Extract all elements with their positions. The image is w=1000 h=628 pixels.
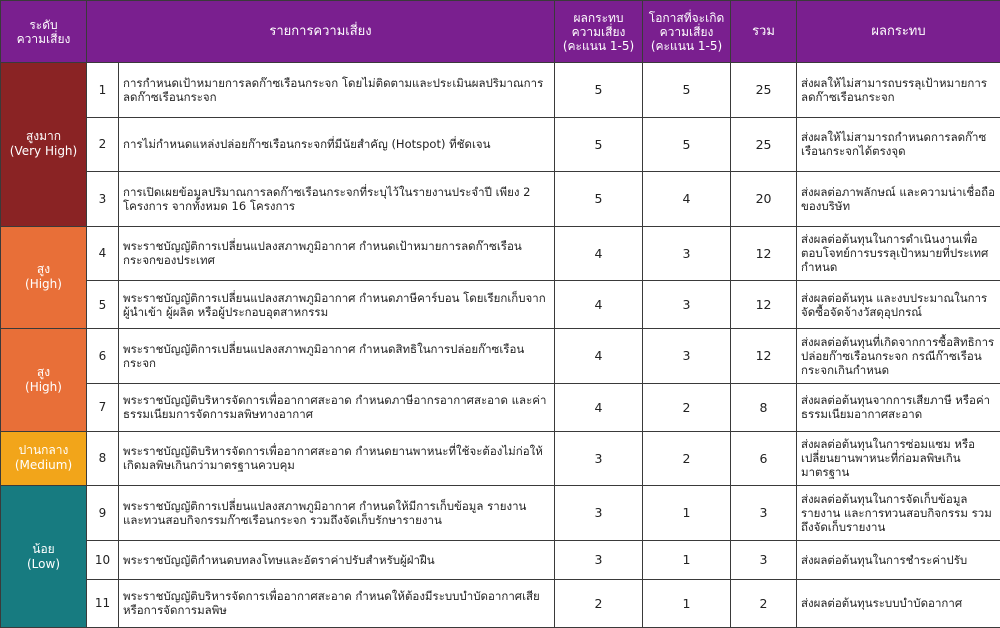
likelihood-score: 5	[643, 117, 731, 172]
header-total: รวม	[731, 1, 797, 63]
risk-row	[1, 486, 1000, 541]
risk-item: พระราชบัญญัติกำหนดบทลงโทษและอัตราค่าปรับสำหรับผู้ฝ่าฝืน	[119, 540, 555, 579]
risk-item: พระราชบัญญัติการเปลี่ยนแปลงสภาพภูมิอากาศ กำหนดเป้าหมายการลดก๊าซเรือนกระจกของประเทศ	[119, 226, 555, 281]
impact-score: 5	[555, 172, 643, 227]
total-score: 2	[731, 579, 797, 627]
total-score: 6	[731, 431, 797, 486]
total-score: 20	[731, 172, 797, 227]
impact-text: ส่งผลต่อต้นทุนในการจัดเก็บข้อมูลรายงาน และการทวนสอบกิจกรรม รวมถึงจัดเก็บรายงาน	[797, 486, 1000, 541]
row-number: 8	[87, 431, 119, 486]
level-low	[1, 486, 87, 628]
impact-score: 4	[555, 281, 643, 329]
impact-text: ส่งผลต่อต้นทุนจากการเสียภาษี หรือค่าธรรมเนียมอากาศสะอาด	[797, 383, 1000, 431]
risk-row	[1, 329, 1000, 384]
header-impact-score: ผลกระทบ ความเสี่ยง (คะแนน 1-5)	[555, 1, 643, 63]
level-medium	[1, 431, 87, 486]
risk-row	[1, 226, 1000, 281]
risk-item: การไม่กำหนดแหล่งปล่อยก๊าซเรือนกระจกที่มีนัยสำคัญ (Hotspot) ที่ชัดเจน	[119, 117, 555, 172]
risk-row	[1, 117, 1000, 172]
risk-row	[1, 383, 1000, 431]
likelihood-score: 4	[643, 172, 731, 227]
row-number: 4	[87, 226, 119, 281]
impact-score: 4	[555, 329, 643, 384]
level-label-en: (High)	[25, 277, 62, 292]
header-likelihood-score: โอกาสที่จะเกิด ความเสี่ยง (คะแนน 1-5)	[643, 1, 731, 63]
risk-row	[1, 579, 1000, 627]
level-label-en: (Very High)	[9, 144, 78, 159]
risk-row	[1, 540, 1000, 579]
likelihood-score: 3	[643, 329, 731, 384]
total-score: 25	[731, 117, 797, 172]
likelihood-score: 1	[643, 486, 731, 541]
impact-score: 5	[555, 117, 643, 172]
impact-score: 4	[555, 383, 643, 431]
impact-score: 3	[555, 486, 643, 541]
likelihood-score: 2	[643, 431, 731, 486]
level-high	[1, 226, 87, 329]
level-label-th: ปานกลาง	[18, 443, 69, 458]
impact-text: ส่งผลต่อต้นทุนระบบบำบัดอากาศ	[797, 579, 1000, 627]
likelihood-score: 1	[643, 579, 731, 627]
total-score: 8	[731, 383, 797, 431]
row-number: 9	[87, 486, 119, 541]
likelihood-score: 2	[643, 383, 731, 431]
row-number: 10	[87, 540, 119, 579]
impact-score: 4	[555, 226, 643, 281]
level-label-en: (High)	[25, 379, 62, 394]
likelihood-score: 5	[643, 63, 731, 118]
risk-item: พระราชบัญญัติบริหารจัดการเพื่ออากาศสะอาด กำหนดภาษีอากรอากาศสะอาด และค่าธรรมเนียมการจัดการมลพิษทางอากาศ	[119, 383, 555, 431]
risk-item: พระราชบัญญัติบริหารจัดการเพื่ออากาศสะอาด กำหนดยานพาหนะที่ใช้จะต้องไม่ก่อให้เกิดมลพิษเกินกว่ามาตรฐานควบคุม	[119, 431, 555, 486]
impact-text: ส่งผลต่อต้นทุนในการซ่อมแซม หรือเปลี่ยนยานพาหนะที่ก่อมลพิษเกินมาตรฐาน	[797, 431, 1000, 486]
row-number: 6	[87, 329, 119, 384]
header-row	[1, 1, 1000, 63]
risk-item: พระราชบัญญัติบริหารจัดการเพื่ออากาศสะอาด กำหนดให้ต้องมีระบบบำบัดอากาศเสีย หรือการจัดการมลพิษ	[119, 579, 555, 627]
level-label-th: น้อย	[32, 541, 55, 556]
impact-score: 2	[555, 579, 643, 627]
impact-text: ส่งผลให้ไม่สามารถบรรลุเป้าหมายการลดก๊าซเรือนกระจก	[797, 63, 1000, 118]
level-label-en: (Medium)	[14, 458, 73, 473]
impact-score: 5	[555, 63, 643, 118]
total-score: 25	[731, 63, 797, 118]
risk-item: พระราชบัญญัติการเปลี่ยนแปลงสภาพภูมิอากาศ กำหนดภาษีคาร์บอน โดยเรียกเก็บจากผู้นำเข้า ผู้ผลิต หรือผู้ประกอบอุตสาหกรรม	[119, 281, 555, 329]
level-label-th: สูง	[36, 262, 51, 277]
impact-score: 3	[555, 431, 643, 486]
impact-text: ส่งผลให้ไม่สามารถกำหนดการลดก๊าซเรือนกระจกได้ตรงจุด	[797, 117, 1000, 172]
impact-text: ส่งผลต่อต้นทุนที่เกิดจากการซื้อสิทธิการปล่อยก๊าซเรือนกระจก กรณีก๊าซเรือนกระจกเกินกำหนด	[797, 329, 1000, 384]
risk-item: พระราชบัญญัติการเปลี่ยนแปลงสภาพภูมิอากาศ กำหนดสิทธิในการปล่อยก๊าซเรือนกระจก	[119, 329, 555, 384]
likelihood-score: 1	[643, 540, 731, 579]
header-impact: ผลกระทบ	[797, 1, 1000, 63]
total-score: 12	[731, 226, 797, 281]
level-very-high	[1, 63, 87, 227]
row-number: 11	[87, 579, 119, 627]
total-score: 3	[731, 486, 797, 541]
risk-item: พระราชบัญญัติการเปลี่ยนแปลงสภาพภูมิอากาศ กำหนดให้มีการเก็บข้อมูล รายงาน และทวนสอบกิจกรรมก๊าซเรือนกระจก รวมถึงจัดเก็บรักษารายงาน	[119, 486, 555, 541]
row-number: 1	[87, 63, 119, 118]
row-number: 3	[87, 172, 119, 227]
total-score: 12	[731, 281, 797, 329]
risk-item: การเปิดเผยข้อมูลปริมาณการลดก๊าซเรือนกระจกที่ระบุไว้ในรายงานประจำปี เพียง 2 โครงการ จากทั้งหมด 16 โครงการ	[119, 172, 555, 227]
row-number: 7	[87, 383, 119, 431]
risk-item: การกำหนดเป้าหมายการลดก๊าซเรือนกระจก โดยไม่ติดตามและประเมินผลปริมาณการลดก๊าซเรือนกระจก	[119, 63, 555, 118]
header-risk-item: รายการความเสี่ยง	[87, 1, 555, 63]
risk-row	[1, 281, 1000, 329]
impact-text: ส่งผลต่อต้นทุน และงบประมาณในการจัดซื้อจัดจ้างวัสดุอุปกรณ์	[797, 281, 1000, 329]
risk-row	[1, 172, 1000, 227]
header-risk-level: ระดับ ความเสี่ยง	[1, 1, 87, 63]
row-number: 2	[87, 117, 119, 172]
likelihood-score: 3	[643, 226, 731, 281]
total-score: 12	[731, 329, 797, 384]
impact-score: 3	[555, 540, 643, 579]
impact-text: ส่งผลต่อภาพลักษณ์ และความน่าเชื่อถือของบริษัท	[797, 172, 1000, 227]
level-high-2	[1, 329, 87, 432]
risk-row	[1, 431, 1000, 486]
impact-text: ส่งผลต่อต้นทุนในการชำระค่าปรับ	[797, 540, 1000, 579]
total-score: 3	[731, 540, 797, 579]
row-number: 5	[87, 281, 119, 329]
risk-row	[1, 63, 1000, 118]
level-label-en: (Low)	[27, 556, 60, 571]
impact-text: ส่งผลต่อต้นทุนในการดำเนินงานเพื่อตอบโจทย์การบรรลุเป้าหมายที่ประเทศกำหนด	[797, 226, 1000, 281]
level-label-th: สูง	[36, 364, 51, 379]
level-label-th: สูงมาก	[25, 129, 62, 144]
likelihood-score: 3	[643, 281, 731, 329]
